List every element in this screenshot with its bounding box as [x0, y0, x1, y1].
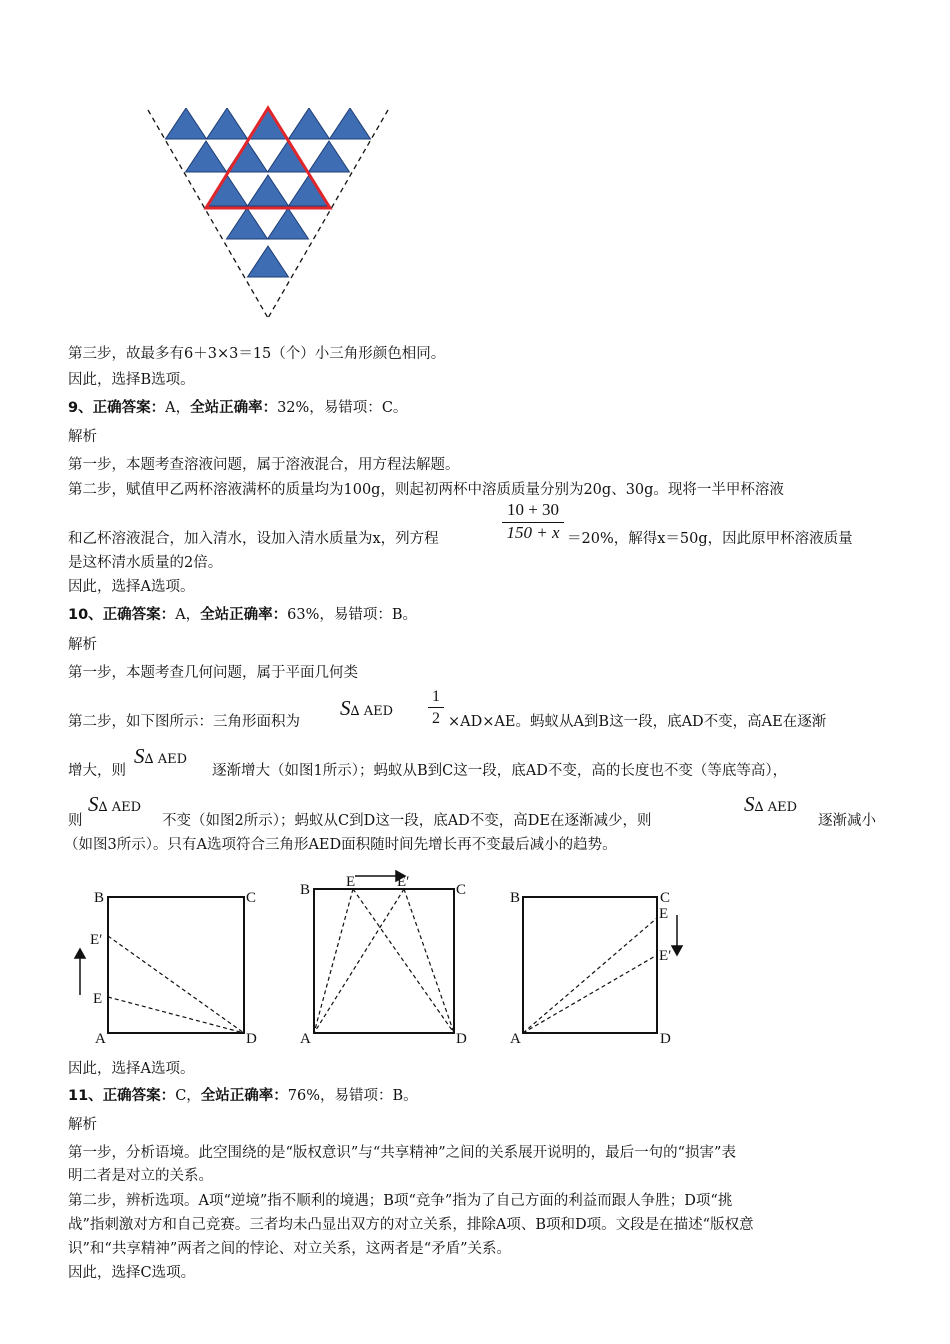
q10-line4: （如图3所示）。只有A选项符合三角形AED面积随时间先增长再不变最后减小的趋势。 — [64, 837, 617, 853]
q10-line3c: 逐渐减小 — [818, 813, 876, 829]
q10-answer-label: 正确答案： — [102, 607, 176, 623]
q11-header — [68, 1087, 418, 1105]
small-triangle — [268, 208, 309, 239]
q11-answer-label: 正确答案： — [102, 1088, 176, 1104]
q11-wrong: B。 — [392, 1088, 418, 1104]
small-triangles — [143, 100, 398, 277]
small-triangle — [289, 108, 330, 139]
q10-num: 10、 — [68, 607, 103, 623]
q11-step1-line1: 第一步，分析语境。此空围绕的是“版权意识”与“共享精神”之间的关系展开说明的，最后一句的“损害”表 — [68, 1145, 736, 1161]
fig2-label-e: E — [346, 874, 356, 890]
dashed-outline — [148, 110, 388, 318]
q9-analysis: 解析 — [68, 429, 97, 445]
q11-wrong-label: 易错项： — [334, 1088, 393, 1104]
fig2-label-a: A — [300, 1031, 311, 1047]
fig1-label-b: B — [94, 890, 105, 906]
q10-header — [68, 606, 417, 624]
fig1-square — [108, 897, 244, 1033]
q9-fraction — [500, 500, 566, 543]
fig2-label-c: C — [456, 882, 467, 898]
small-triangle — [207, 175, 248, 206]
s-aed-symbol-3: S∆ AED — [88, 792, 142, 816]
q9-step1: 第一步，本题考查溶液问题，属于溶液混合，用方程法解题。 — [68, 457, 460, 473]
q9-rate: 32%， — [277, 400, 324, 416]
arrow-up-icon — [75, 949, 85, 995]
q9-rate-label: 全站正确率： — [190, 400, 278, 416]
q10-figures — [60, 870, 700, 1050]
choose-b-text: 因此，选择B选项。 — [68, 372, 195, 388]
small-triangle — [166, 108, 207, 139]
q10-wrong-label: 易错项： — [333, 607, 392, 623]
fig1-label-c: C — [246, 890, 257, 906]
fig3-label-b: B — [510, 890, 521, 906]
q9-fraction-numerator: 10 + 30 — [506, 500, 560, 519]
q9-step2-line3: 是这杯清水质量的2倍。 — [68, 555, 223, 571]
small-triangle — [268, 141, 309, 172]
fig3-label-d: D — [660, 1031, 671, 1047]
half-denominator: 2 — [432, 710, 440, 727]
small-triangle — [248, 108, 289, 139]
fig3-label-e-prime: E′ — [659, 948, 672, 964]
half-fraction — [426, 688, 446, 727]
q9-step2-line2a: 和乙杯溶液混合，加入清水，设加入清水质量为x，列方程 — [68, 531, 439, 547]
q10-line1b: ×AD×AE。蚂蚁从A到B这一段，底AD不变，高AE在逐渐 — [448, 714, 827, 730]
q11-answer: C， — [175, 1088, 201, 1104]
fig3-label-e: E — [659, 906, 669, 922]
fig3-square — [523, 897, 657, 1033]
q9-answer: A， — [165, 400, 191, 416]
q11-step2-line2: 战”指刺激对方和自己竞赛。三者均未凸显出双方的对立关系，排除A项、B项和D项。文段是在描述“版权意 — [68, 1217, 754, 1233]
fig1-label-d: D — [246, 1031, 257, 1047]
q10-rate-label: 全站正确率： — [200, 607, 288, 623]
q9-wrong: C。 — [381, 400, 408, 416]
small-triangle — [227, 208, 268, 239]
small-triangle — [309, 141, 350, 172]
q10-rate: 63%， — [287, 607, 334, 623]
s-aed-symbol-1: S∆ AED — [340, 696, 394, 720]
triangle-grid-figure — [140, 100, 400, 325]
q9-step2-line1: 第二步，赋值甲乙两杯溶液满杯的质量均为100g，则起初两杯中溶质质量分别为20g、30g。现将一半甲杯溶液 — [68, 482, 784, 498]
q9-header — [68, 399, 407, 417]
q11-choose: 因此，选择C选项。 — [68, 1265, 196, 1281]
fig1-label-e: E — [93, 991, 103, 1007]
q9-step2-line2b: ＝20%，解得x＝50g，因此原甲杯溶液质量 — [567, 531, 853, 547]
q10-line3a: 则 — [68, 813, 83, 829]
fig3-label-c: C — [660, 890, 671, 906]
q11-step2-line3: 识”和“共享精神”两者之间的悖论、对立关系，这两者是“矛盾”关系。 — [68, 1241, 512, 1257]
half-numerator: 1 — [432, 688, 440, 705]
step3-text: 第三步，故最多有6＋3×3＝15（个）小三角形颜色相同。 — [68, 346, 446, 362]
fig1-label-a: A — [95, 1031, 106, 1047]
q10-line1a: 第二步，如下图所示：三角形面积为 — [68, 714, 300, 730]
q9-wrong-label: 易错项： — [323, 400, 382, 416]
q11-rate-label: 全站正确率： — [200, 1088, 288, 1104]
fig1-label-e-prime: E′ — [90, 932, 103, 948]
arrow-down-icon — [672, 915, 682, 955]
small-triangle — [248, 246, 289, 277]
fig2-label-b: B — [300, 882, 311, 898]
small-triangle — [248, 175, 289, 206]
q9-choose: 因此，选择A选项。 — [68, 579, 195, 595]
q9-answer-label: 正确答案： — [92, 400, 166, 416]
q10-step1: 第一步，本题考查几何问题，属于平面几何类 — [68, 665, 358, 681]
q10-line3b: 不变（如图2所示）；蚂蚁从C到D这一段，底AD不变，高DE在逐渐减少，则 — [162, 813, 652, 829]
q10-line2a: 增大，则 — [68, 763, 126, 779]
q10-answer: A， — [175, 607, 201, 623]
q10-line2b: 逐渐增大（如图1所示）；蚂蚁从B到C这一段，底AD不变，高的长度也不变（等底等高）， — [212, 763, 788, 779]
q11-num: 11、 — [68, 1088, 103, 1104]
q11-step2-line1: 第二步，辨析选项。A项“逆境”指不顺利的境遇；B项“竞争”指为了自己方面的利益而跟人争胜；D项“挑 — [68, 1193, 733, 1209]
q10-wrong: B。 — [391, 607, 418, 623]
s-aed-symbol-4: S∆ AED — [744, 792, 798, 816]
q9-fraction-denominator: 150 + x — [506, 523, 560, 542]
small-triangle — [330, 108, 371, 139]
top-mask — [143, 100, 398, 108]
fig3-label-a: A — [510, 1031, 521, 1047]
small-triangle — [289, 175, 330, 206]
q11-step1-line2: 明二者是对立的关系。 — [68, 1168, 213, 1184]
s-aed-symbol-2: S∆ AED — [134, 744, 188, 768]
fig2-square — [314, 889, 454, 1033]
q9-num: 9、 — [68, 400, 93, 416]
q11-analysis: 解析 — [68, 1117, 97, 1133]
q10-choose: 因此，选择A选项。 — [68, 1061, 195, 1077]
small-triangle — [207, 108, 248, 139]
fig2-label-d: D — [456, 1031, 467, 1047]
q11-rate: 76%， — [287, 1088, 335, 1104]
q10-analysis: 解析 — [68, 637, 97, 653]
fig2-label-e-prime: E′ — [397, 874, 410, 890]
small-triangle — [186, 141, 227, 172]
